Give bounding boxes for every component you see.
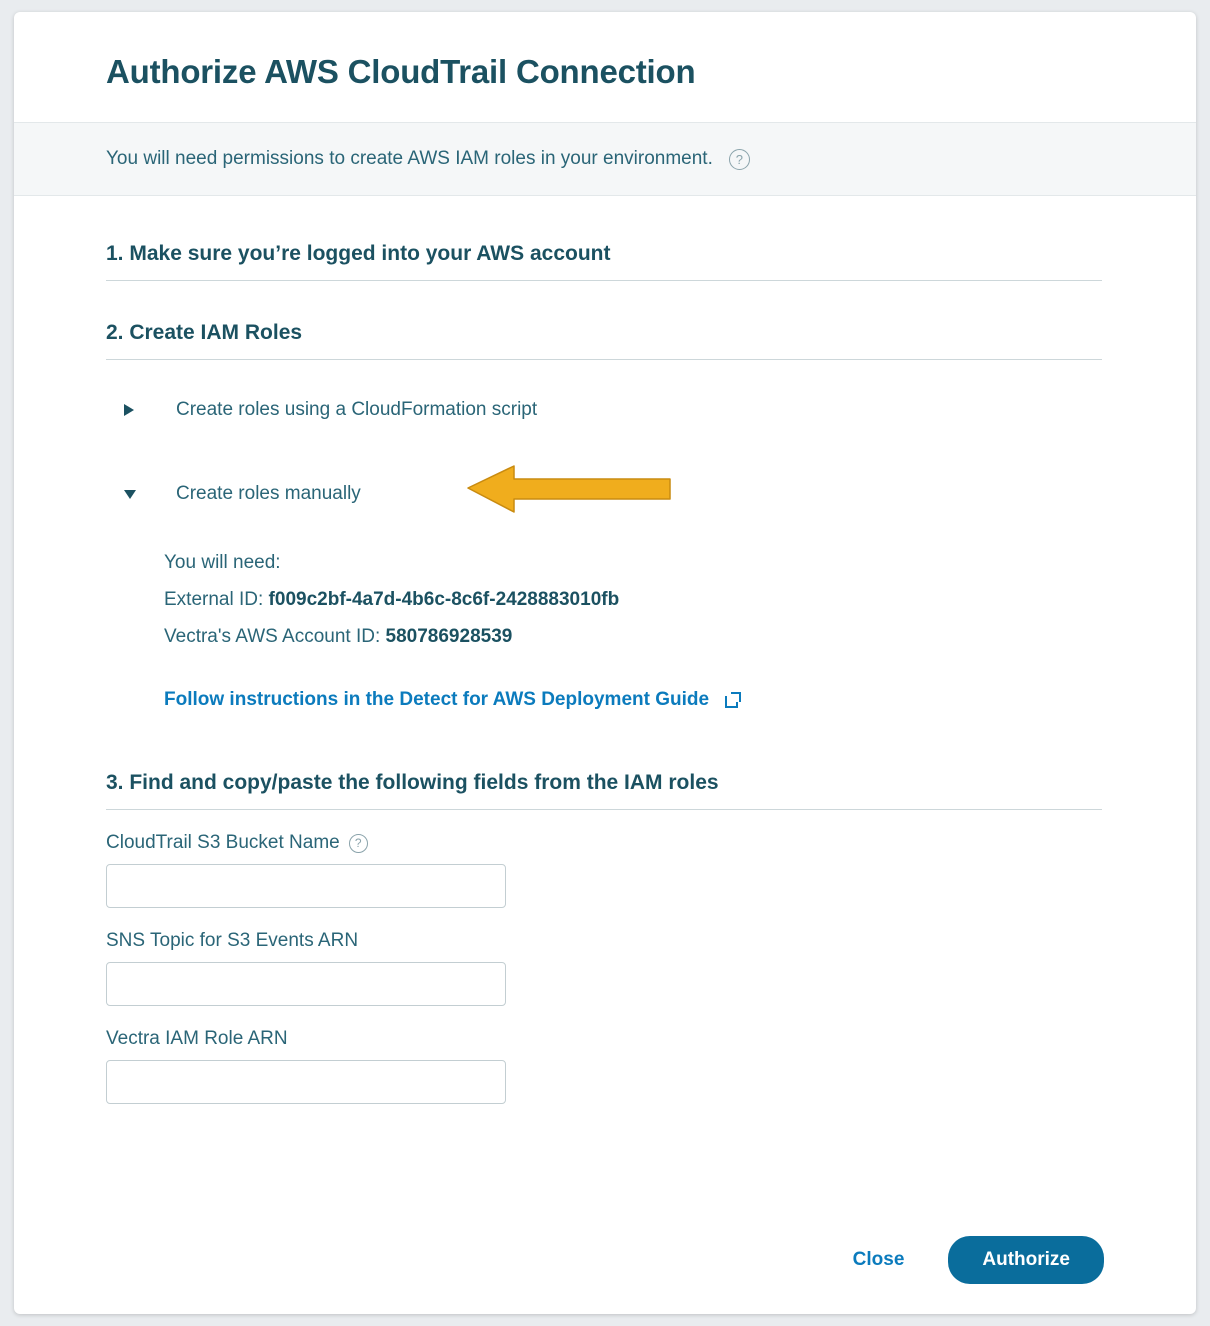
deployment-guide-link[interactable] — [164, 689, 743, 711]
step-3-heading: 3. Find and copy/paste the following fields from the IAM roles — [106, 711, 1102, 810]
account-id-value: 580786928539 — [385, 626, 513, 647]
field-label-text: Vectra IAM Role ARN — [106, 1028, 288, 1049]
account-id-label: Vectra's AWS Account ID: — [164, 626, 381, 647]
page-title: Authorize AWS CloudTrail Connection — [106, 53, 696, 90]
step-2-heading: 2. Create IAM Roles — [106, 281, 1102, 360]
need-label: You will need: — [164, 552, 281, 573]
field-label-vectra-iam-role-arn — [106, 1028, 1104, 1050]
help-icon[interactable]: ? — [729, 149, 750, 170]
field-vectra-iam-role-arn — [106, 1028, 1104, 1104]
step-1-heading: 1. Make sure you’re logged into your AWS account — [106, 196, 1102, 281]
accordion-label-manual: Create roles manually — [176, 483, 361, 504]
authorize-dialog — [14, 12, 1196, 1314]
iam-roles-accordion — [106, 390, 1104, 711]
field-sns-topic-arn — [106, 930, 1104, 1006]
external-id-row — [164, 581, 1104, 618]
accordion-label-cloudformation: Create roles using a CloudFormation script — [176, 399, 538, 420]
dialog-body — [14, 196, 1196, 1104]
field-cloudtrail-bucket — [106, 832, 1104, 908]
help-icon[interactable]: ? — [349, 834, 368, 853]
cloudtrail-bucket-input[interactable] — [106, 864, 506, 908]
sns-topic-arn-input[interactable] — [106, 962, 506, 1006]
caret-down-icon[interactable] — [122, 487, 148, 501]
permissions-notice — [14, 122, 1196, 196]
field-label-text: CloudTrail S3 Bucket Name — [106, 832, 340, 853]
field-label-text: SNS Topic for S3 Events ARN — [106, 930, 359, 951]
vectra-iam-role-arn-input[interactable] — [106, 1060, 506, 1104]
manual-instructions — [164, 544, 1104, 711]
field-label-sns-topic-arn — [106, 930, 1104, 952]
permissions-notice-text: You will need permissions to create AWS IAM roles in your environment. — [106, 148, 713, 169]
accordion-item-manual[interactable] — [106, 474, 1104, 514]
dialog-header — [14, 12, 1196, 122]
caret-right-icon[interactable] — [122, 402, 148, 418]
dialog-footer — [14, 1236, 1196, 1284]
deployment-guide-link-label: Follow instructions in the Detect for AWS Deployment Guide — [164, 689, 710, 710]
iam-field-list — [106, 832, 1104, 1104]
external-id-value: f009c2bf-4a7d-4b6c-8c6f-2428883010fb — [268, 589, 620, 610]
close-button[interactable]: Close — [835, 1239, 923, 1281]
left-arrow-annotation — [458, 460, 678, 520]
external-id-label: External ID: — [164, 589, 264, 610]
external-link-icon — [723, 690, 743, 710]
accordion-item-cloudformation[interactable] — [106, 390, 1104, 430]
field-label-cloudtrail-bucket — [106, 832, 1104, 854]
authorize-button[interactable]: Authorize — [948, 1236, 1104, 1284]
account-id-row — [164, 618, 1104, 655]
